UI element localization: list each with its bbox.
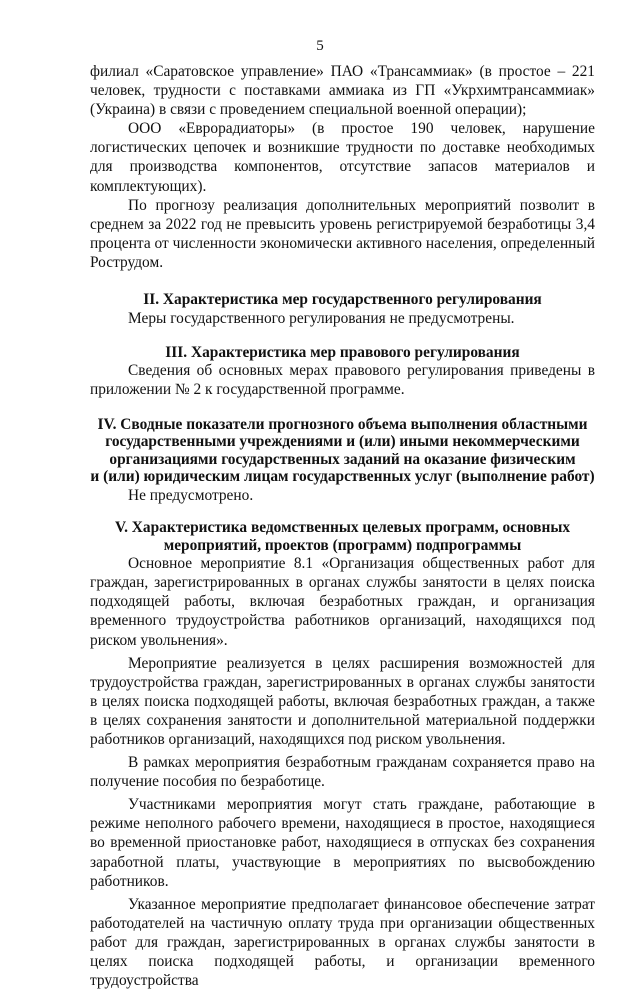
intro-paragraph-3: По прогнозу реализация дополнительных мероприятий позволит в среднем за 2022 год не превысить уровень регистрируемой безработицы 3,4 процента от численности экономически активного населения, определенный Рострудом. xyxy=(90,196,595,271)
section-4-heading-line: и (или) юридическим лицам государственных услуг (выполнение работ) xyxy=(90,468,595,486)
section-3-heading: III. Характеристика мер правового регулирования xyxy=(165,343,520,361)
section-4-heading-line: IV. Сводные показатели прогнозного объема выполнения областными xyxy=(97,415,588,433)
section-5-heading-line: V. Характеристика ведомственных целевых программ, основных xyxy=(114,518,571,536)
intro-paragraph-1: филиал «Саратовское управление» ПАО «Трансаммиак» (в простое – 221 человек, трудности с поставками аммиака из ГП «Укрхимтрансаммиак» (Украина) в связи с проведением специальной военной операции); xyxy=(90,63,595,119)
section-5-heading xyxy=(90,519,595,554)
document-body xyxy=(90,62,595,990)
section-2-text: Меры государственного регулирования не предусмотрены. xyxy=(128,309,515,327)
section-5-paragraph: Основное мероприятие 8.1 «Организация общественных работ для граждан, зарегистрированных в органах службы занятости в целях поиска подходящей работы, включая безработных граждан, и организация временного трудоустройства работников организаций, находящихся под риском увольнения». xyxy=(90,555,595,649)
section-5-paragraph: Участниками мероприятия могут стать граждане, работающие в режиме неполного рабочего времени, находящиеся в простое, находящиеся во временной приостановке работ, находящиеся в отпусках без сохранения заработной платы, участвующие в мероприятиях по высвобождению работников. xyxy=(90,796,595,890)
section-3-text: Сведения об основных мерах правового регулирования приведены в приложении № 2 к государственной программе. xyxy=(90,362,595,399)
section-4-heading-line: организациями государственных заданий на оказание физическим xyxy=(109,450,576,468)
section-4-heading xyxy=(90,416,595,486)
section-2-heading: II. Характеристика мер государственного регулирования xyxy=(143,291,542,309)
intro-paragraph-2: ООО «Еврорадиаторы» (в простое 190 человек, нарушение логистических цепочек и возникшие трудности по доставке необходимых для производства компонентов, отсутствие запасов материалов и комплектующих). xyxy=(90,120,595,195)
section-4-heading-line: государственными учреждениями и (или) иными некоммерческими xyxy=(105,433,580,451)
page-number: 5 xyxy=(316,38,324,54)
section-5-paragraph: В рамках мероприятия безработным гражданам сохраняется право на получение пособия по безработице. xyxy=(90,754,595,791)
section-5-heading-line: мероприятий, проектов (программ) подпрограммы xyxy=(163,536,522,554)
section-4-text: Не предусмотрено. xyxy=(128,486,254,504)
section-5-paragraph: Мероприятие реализуется в целях расширения возможностей для трудоустройства граждан, зарегистрированных в органах службы занятости в целях поиска подходящей работы, включая безработных граждан, а также в целях сохранения занятости и дополнительной материальной поддержки работников организаций, находящихся под риском увольнения. xyxy=(90,654,595,748)
section-5-paragraph: Указанное мероприятие предполагает финансовое обеспечение затрат работодателей на частичную оплату труда при организации общественных работ для граждан, зарегистрированных в органах службы занятости в целях поиска подходящей работы, и организации временного трудоустройства xyxy=(90,895,595,990)
